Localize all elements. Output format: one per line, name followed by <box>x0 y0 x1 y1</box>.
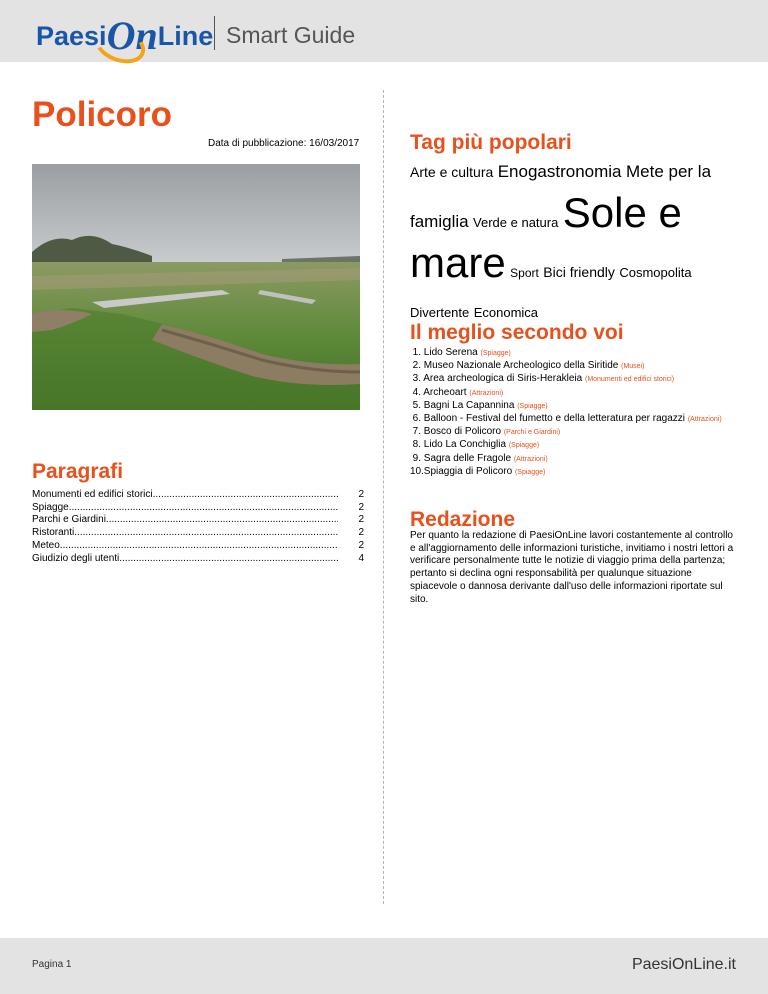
tag-link[interactable]: Mete per la famiglia <box>410 162 712 231</box>
tag-link[interactable]: Divertente <box>410 305 470 320</box>
toc-page-number: 2 <box>358 527 364 539</box>
list-item-category: (Attrazioni) <box>513 455 548 463</box>
logo-text-paesi: Paesi <box>36 21 107 51</box>
toc-leader-dots <box>60 540 338 553</box>
list-item-name: Lido Serena <box>423 347 478 358</box>
toc-leader-dots <box>106 514 338 527</box>
list-item-category: (Spiagge) <box>480 350 511 357</box>
toc-page-number: 2 <box>358 489 364 500</box>
best-heading: Il meglio secondo voi <box>410 321 624 344</box>
list-number: 6. <box>412 413 421 425</box>
tag-cloud <box>410 152 740 333</box>
toc-label: Giudizio degli utenti <box>32 552 120 564</box>
city-photo <box>32 164 360 410</box>
tags-heading: Tag più popolari <box>410 131 572 154</box>
tag-link[interactable]: Cosmopolita <box>619 265 692 280</box>
list-item[interactable] <box>410 387 722 400</box>
list-item-name: Bagni La Capannina <box>423 399 515 411</box>
toc-page-number: 2 <box>358 539 364 551</box>
list-number: 5. <box>412 399 421 411</box>
tag-link[interactable]: Sport <box>510 266 539 280</box>
list-number: 9. <box>412 452 421 464</box>
list-item-category: (Spiagge) <box>508 442 540 450</box>
list-item[interactable] <box>410 360 722 373</box>
tag-link[interactable]: Sole e mare <box>410 189 682 286</box>
list-item-name: Lido La Conchiglia <box>423 439 507 451</box>
list-number: 1. <box>412 347 421 358</box>
column-divider <box>383 90 384 904</box>
tag-link[interactable]: Bici friendly <box>543 264 615 280</box>
list-item[interactable] <box>410 400 722 413</box>
toc-page-number: 4 <box>358 552 364 564</box>
table-of-contents <box>32 489 364 565</box>
list-item[interactable] <box>410 426 722 439</box>
toc-leader-dots <box>153 489 338 502</box>
logo-text-line: Line <box>157 21 214 51</box>
tag-link[interactable]: Economica <box>473 305 539 320</box>
toc-label: Spiagge <box>32 501 69 513</box>
toc-label: Monumenti ed edifici storici <box>32 489 153 500</box>
paesionline-logo[interactable] <box>36 13 214 58</box>
list-number: 2. <box>412 360 421 372</box>
toc-leader-dots <box>119 553 338 566</box>
list-item-name: Spiaggia di Policoro <box>423 465 513 477</box>
toc-row[interactable] <box>32 527 364 540</box>
page-title: Policoro <box>32 95 173 134</box>
tag-link[interactable]: Arte e cultura <box>410 164 494 180</box>
toc-leader-dots <box>74 527 338 540</box>
list-item[interactable] <box>410 373 722 386</box>
list-item-name: Archeoart <box>423 386 467 398</box>
list-item[interactable] <box>410 413 722 426</box>
list-item-category: (Attrazioni) <box>469 389 504 397</box>
toc-label: Parchi e Giardini <box>32 514 106 526</box>
list-item[interactable] <box>410 347 722 360</box>
paragrafi-heading: Paragrafi <box>32 460 124 483</box>
toc-leader-dots <box>69 502 338 515</box>
tag-link[interactable]: Enogastronomia <box>497 162 622 181</box>
list-item-name: Area archeologica di Siris-Herakleia <box>423 373 583 385</box>
toc-row[interactable] <box>32 489 364 502</box>
best-list <box>410 347 722 479</box>
toc-row[interactable] <box>32 553 364 566</box>
list-item-category: (Spiagge) <box>514 468 546 476</box>
toc-row[interactable] <box>32 514 364 527</box>
list-item-category: (Attrazioni) <box>687 416 722 424</box>
toc-label: Ristoranti <box>32 527 75 539</box>
tag-link[interactable]: Verde e natura <box>473 215 559 230</box>
toc-row[interactable] <box>32 540 364 553</box>
list-item[interactable] <box>410 453 722 466</box>
toc-row[interactable] <box>32 502 364 515</box>
list-number: 4. <box>412 386 421 398</box>
list-item-name: Sagra delle Fragole <box>423 452 512 464</box>
list-item-category: (Parchi e Giardini) <box>503 429 561 437</box>
header-title: Smart Guide <box>226 22 356 48</box>
footer-site-link[interactable]: PaesiOnLine.it <box>631 956 736 973</box>
list-item[interactable] <box>410 466 722 479</box>
redazione-text: Per quanto la redazione di PaesiOnLine lavori costantemente al controllo e all'aggiornamento delle informazioni turistiche, invitiamo i nostri lettori a verificare personalmente tutte le notizie di viaggio prima della partenza; pertanto si declina ogni responsabilità per qualunque situazione spiacevole o dannosa derivante dall'uso delle informazioni riportate sul sito. <box>410 530 734 605</box>
list-number: 8. <box>412 439 421 451</box>
list-item-name: Balloon - Festival del fumetto e della letteratura per ragazzi <box>423 413 686 425</box>
list-item-category: (Musei) <box>621 363 645 371</box>
list-item[interactable] <box>410 439 722 452</box>
list-item-category: (Spiagge) <box>517 402 548 410</box>
list-item-name: Museo Nazionale Archeologico della Siritide <box>423 360 619 372</box>
list-item-name: Bosco di Policoro <box>423 426 502 438</box>
toc-page-number: 2 <box>358 514 364 526</box>
toc-label: Meteo <box>32 539 60 551</box>
list-number: 7. <box>412 426 421 438</box>
list-item-category: (Monumenti ed edifici storici) <box>584 376 675 384</box>
page-number: Pagina 1 <box>32 959 72 970</box>
header-separator <box>214 16 215 50</box>
logo-text-on: On <box>106 13 158 58</box>
list-number: 10. <box>410 465 424 477</box>
redazione-heading: Redazione <box>410 508 516 531</box>
toc-page-number: 2 <box>358 501 364 513</box>
publication-date: Data di pubblicazione: 16/03/2017 <box>208 138 360 149</box>
list-number: 3. <box>412 373 421 385</box>
